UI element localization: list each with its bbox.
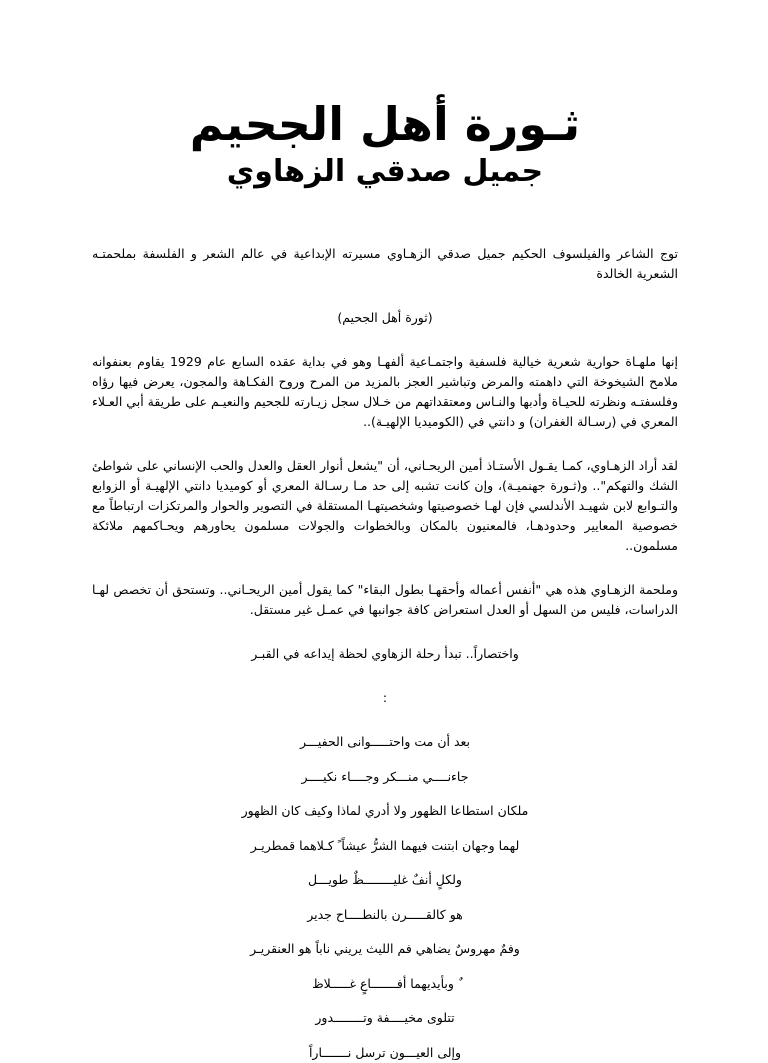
poem-line: هو كالقـــــرن بالنطــــاح جدير	[307, 906, 463, 922]
paragraph-3: وملحمة الزهـاوي هذه هي "أنفس أعماله وأحقهـا بطول البقاء" كما يقول أمين الريحـاني.. وتستحق أن تخصص لهـا الدراسات، فليس من السهل أو العدل استعراض كافة جوانبها في عمـل غير مستقل.	[92, 582, 678, 617]
poem-line: وفمٌ مهروسٌ يضاهي فم الليث يريني ناباً هو العنقريـر	[250, 941, 520, 956]
poem-line: بعد أن مت واحتـــــوانى الحفيـــر	[299, 734, 471, 749]
paragraph-1: إنها ملهـاة حوارية شعرية خيالية فلسفية واجتمـاعية ألفهـا وهو في بداية عقده السابع عام 1929 يقاوم بعنفوانه ملامح الشيخوخة التي داهمته والمرض وتباشير العجز بالمزيد من المرح وروح الفكـاهة والمجون، يعرض فيها رؤاه وفلسفتـه ونظرته للحيـاة وأدبها والنـاس ومعتقداتهم من خـلال سجل زيـارته للجحيم والنعيـم على طريقة أبي العـلاء المعري في (رسـالة الغفران) و دانتي في (الكوميديا الإلهيـة)..	[92, 354, 678, 429]
poem-line: لهما وجهان ابتنت فيهما الشرُّ عيشاً ً كـلاهما قمطريـر	[250, 837, 520, 853]
poem-lead-in: واختصاراً.. تبدأ رحلة الزهاوي لحظة إيداعه في القبـر	[251, 646, 519, 661]
poem-line: ملكان استطاعا الظهور ولا أدري لماذا وكيف كان الظهور	[241, 803, 529, 818]
poem-line: ولكلٍ أنفٌ غليــــــــظٌ طويـــل	[308, 872, 462, 887]
author-name: جميل صدقي الزهاوي	[226, 154, 544, 189]
document-title: ثـورة أهل الجحيم	[189, 97, 581, 151]
intro-paragraph: توج الشاعر والفيلسوف الحكيم جميل صدقي الزهـاوي مسيرته الإبداعية في عالم الشعر و الفلسفة بملحمتـه الشعرية الخالدة	[92, 246, 678, 281]
colon-line: :	[382, 690, 388, 705]
poem-line: جاءنــــي منـــكر وجــــاء نكيــــر	[301, 768, 469, 784]
poem-line: ٌ وبأيديهما أفـــــــاعٍ غـــــلاظ	[312, 975, 458, 991]
poem-verses	[92, 732, 678, 1063]
poem-line: وإلى العيـــون ترسل نـــــــاراً	[308, 1044, 462, 1060]
work-title: (ثورة أهل الجحيم)	[337, 310, 433, 325]
poem-line: تتلوى مخيــــفة وتــــــــدور	[315, 1010, 455, 1025]
paragraph-2: لقد أراد الزهـاوي، كمـا يقـول الأستـاذ أمين الريحـاني، أن "يشعل أنوار العقل والعدل والحب الإنساني على شواطئ الشك والتهكم".. و(ثـورة جهنميـة)، وإن كانت تشبه إلى حد مـا رسـالة المعري أو كوميديا دانتي الإلهيـة أو الزوابع والتـوابع لابن شهيـد الأندلسي فإن لهـا خصوصيتها وشخصيتهـا المستقلة في التصوير والحوار والمرتكزات ارتباطاً مع خصوصية المعايير وحدودهـا، فالمعنيون بالمكان وبالخطوات والجولات مسلمون يحاورهم ويحـاكمهم ملائكة مسلمون..	[92, 458, 678, 553]
